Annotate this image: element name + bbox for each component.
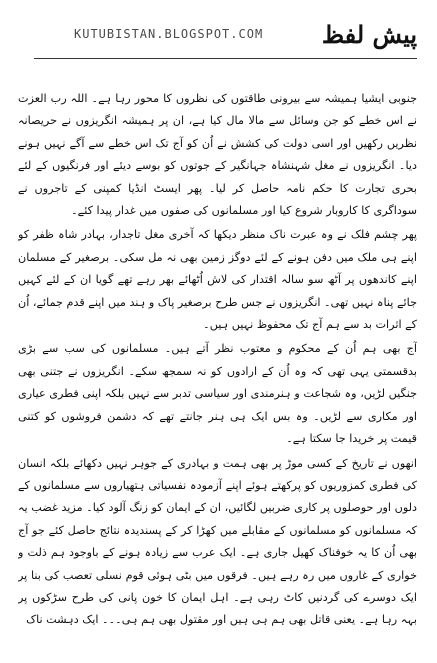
heading-divider	[34, 58, 417, 59]
watermark: KUTUBISTAN.BLOGSPOT.COM	[74, 27, 264, 41]
body-text	[18, 88, 417, 655]
page-title: پیش لفظ	[321, 20, 417, 49]
paragraph: پھر چشم فلک نے وہ عبرت ناک منظر دیکھا کہ آخری مغل تاجدار، بہادر شاہ ظفر کو اپنے ہی ملک میں دفن ہونے کے لئے دوگز زمین بھی نہ مل سکی۔ برصغیر کے مسلمان اپنے کاندھوں پر آٹھ سو سالہ اقتدار کی لاش اُٹھائے بھر رہے تھے گویا ان کے لئے کہیں جائے پناہ نہیں تھی۔ انگریزوں نے جس طرح برصغیر پاک و ہند میں اپنے قدم جمائے، اُن کے اثرات بد سے ہم آج تک محفوظ نہیں ہیں۔	[18, 228, 417, 332]
paragraph: جنوبی ایشیا ہمیشہ سے بیرونی طاقتوں کی نظروں کا محور رہا ہے۔ اللہ رب العزت نے اس خطے کو جن وسائل سے مالا مال کیا ہے، ان پر ہمیشہ انگریزوں نے حریصانہ نظریں رکھیں اور اسی دولت کی کشش نے اُن کو آج تک اس خطے سے آگے نہیں ہونے دیا۔ انگریزوں نے مغل شہنشاہ جہانگیر کے جوتوں کو بوسے دیئے اور فرنگیوں کے لئے بحری تجارت کا حکم نامہ حاصل کر لیا۔ پھر ایسٹ انڈیا کمپنی کے تاجروں نے سوداگری کا کاروبار شروع کیا اور مسلمانوں کی صفوں میں غدار پیدا کئے۔	[18, 92, 417, 218]
paragraph: انھوں نے تاریخ کے کسی موڑ پر بھی ہمت و بہادری کے جوہر نہیں دکھائے بلکہ انسان کی فطری کمزوریوں کو پرکھتے ہوئے اپنے آزمودہ نفسیاتی ہتھیاروں سے مسلمانوں کے دلوں اور حوصلوں پر کاری ضربیں لگائیں، ان کے ایمان کو زنگ آلود کیا۔ مزید غضب یہ کہ مسلمانوں کو مسلمانوں کے مقابلے میں کھڑا کر کے پسندیدہ نتائج حاصل کئے جو آج بھی اُن کا یہ خوفناک کھیل جاری ہے۔ ایک عرب سے زیادہ ہونے کے باوجود ہم ذلت و خواری کے غاروں میں رہ رہے ہیں۔ فرقوں میں بٹی ہوئی قوم نسلی تعصب کی بنا پر ایک دوسرے کی گردنیں کاٹ رہی ہے۔ اہل ایمان کا خون پانی کی طرح سڑکوں پر بہہ رہا ہے۔ یعنی قاتل بھی ہم ہی ہیں اور مقتول بھی ہم ہی۔۔۔ ایک دہشت ناک	[18, 456, 417, 627]
paragraph: آج بھی ہم اُن کے محکوم و معتوب نظر آتے ہیں۔ مسلمانوں کی سب سے بڑی بدقسمتی یہی تھی کہ وہ اُن کے ارادوں کو نہ سمجھ سکے۔ انگریزوں نے جتنی بھی جنگیں لڑیں، وہ شجاعت و ہنرمندی اور سیاسی تدبر سے نہیں بلکہ اپنی فطری عیاری اور مکاری سے لڑیں۔ وہ بس ایک ہی ہنر جانتے تھے کہ دشمن فروشوں کو کتنی قیمت پر خریدا جا سکتا ہے۔	[18, 342, 417, 446]
